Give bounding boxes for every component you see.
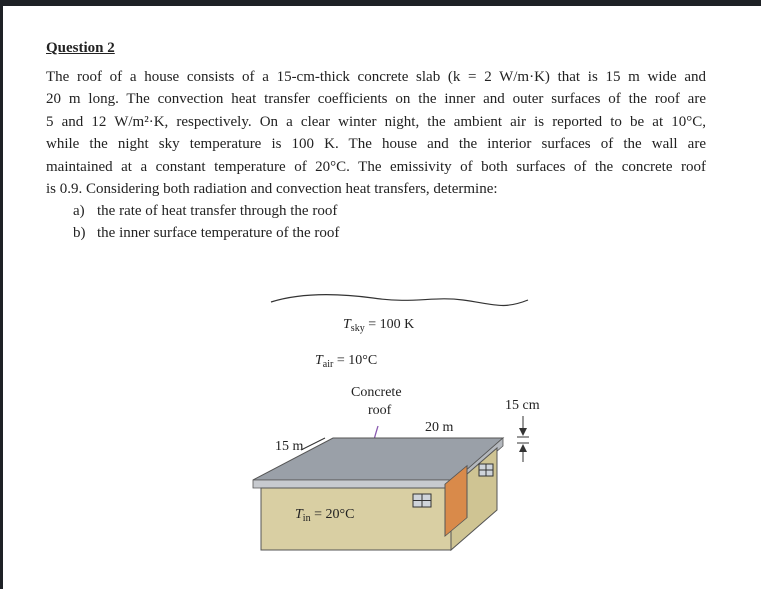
window-1 xyxy=(413,494,431,507)
document-page xyxy=(3,6,761,589)
t-in-label: $T_{in} = 20^\circ C$ xyxy=(295,507,355,524)
roof-label-line2: roof xyxy=(368,403,392,418)
part-b xyxy=(73,222,339,244)
roof-front-edge xyxy=(253,480,455,488)
roof-label-line1: Concrete xyxy=(351,385,402,400)
t-sky-label: $T_{sky} = 100$ K xyxy=(343,317,415,334)
question-parts xyxy=(73,200,339,245)
question-paragraph xyxy=(46,66,706,200)
question-line: The roof of a house consists of a 15-cm-thick concrete slab (k = 2 W/m·K) that is 15 m wide and xyxy=(46,69,706,85)
width-label: 15 m xyxy=(275,439,304,454)
question-heading: Question 2 xyxy=(46,40,115,56)
part-label: b) xyxy=(73,225,86,242)
part-label: a) xyxy=(73,203,85,219)
t-air-label: $T_{air} = 10^\circ C$ xyxy=(315,353,378,370)
house-roof-figure xyxy=(233,286,563,576)
question-line: maintained at a constant temperature of 20°C. The emissivity of both surfaces of the concrete roof xyxy=(46,158,706,175)
thickness-label: 15 cm xyxy=(505,398,540,413)
sky-line xyxy=(271,295,528,306)
window-2 xyxy=(479,464,493,476)
question-line: is 0.9. Considering both radiation and convection heat transfers, determine: xyxy=(46,181,498,198)
part-text: the inner surface temperature of the roof xyxy=(97,225,340,242)
question-line: 20 m long. The convection heat transfer coefficients on the inner and outer surfaces of the roof are xyxy=(46,91,706,108)
part-text: the rate of heat transfer through the roof xyxy=(97,203,338,219)
length-label: 20 m xyxy=(425,420,454,435)
question-line: 5 and 12 W/m²·K, respectively. On a clear winter night, the ambient air is reported to be at 10°C, xyxy=(46,113,706,130)
question-line: while the night sky temperature is 100 K. The house and the interior surfaces of the wall are xyxy=(46,136,706,153)
part-a xyxy=(73,200,339,222)
